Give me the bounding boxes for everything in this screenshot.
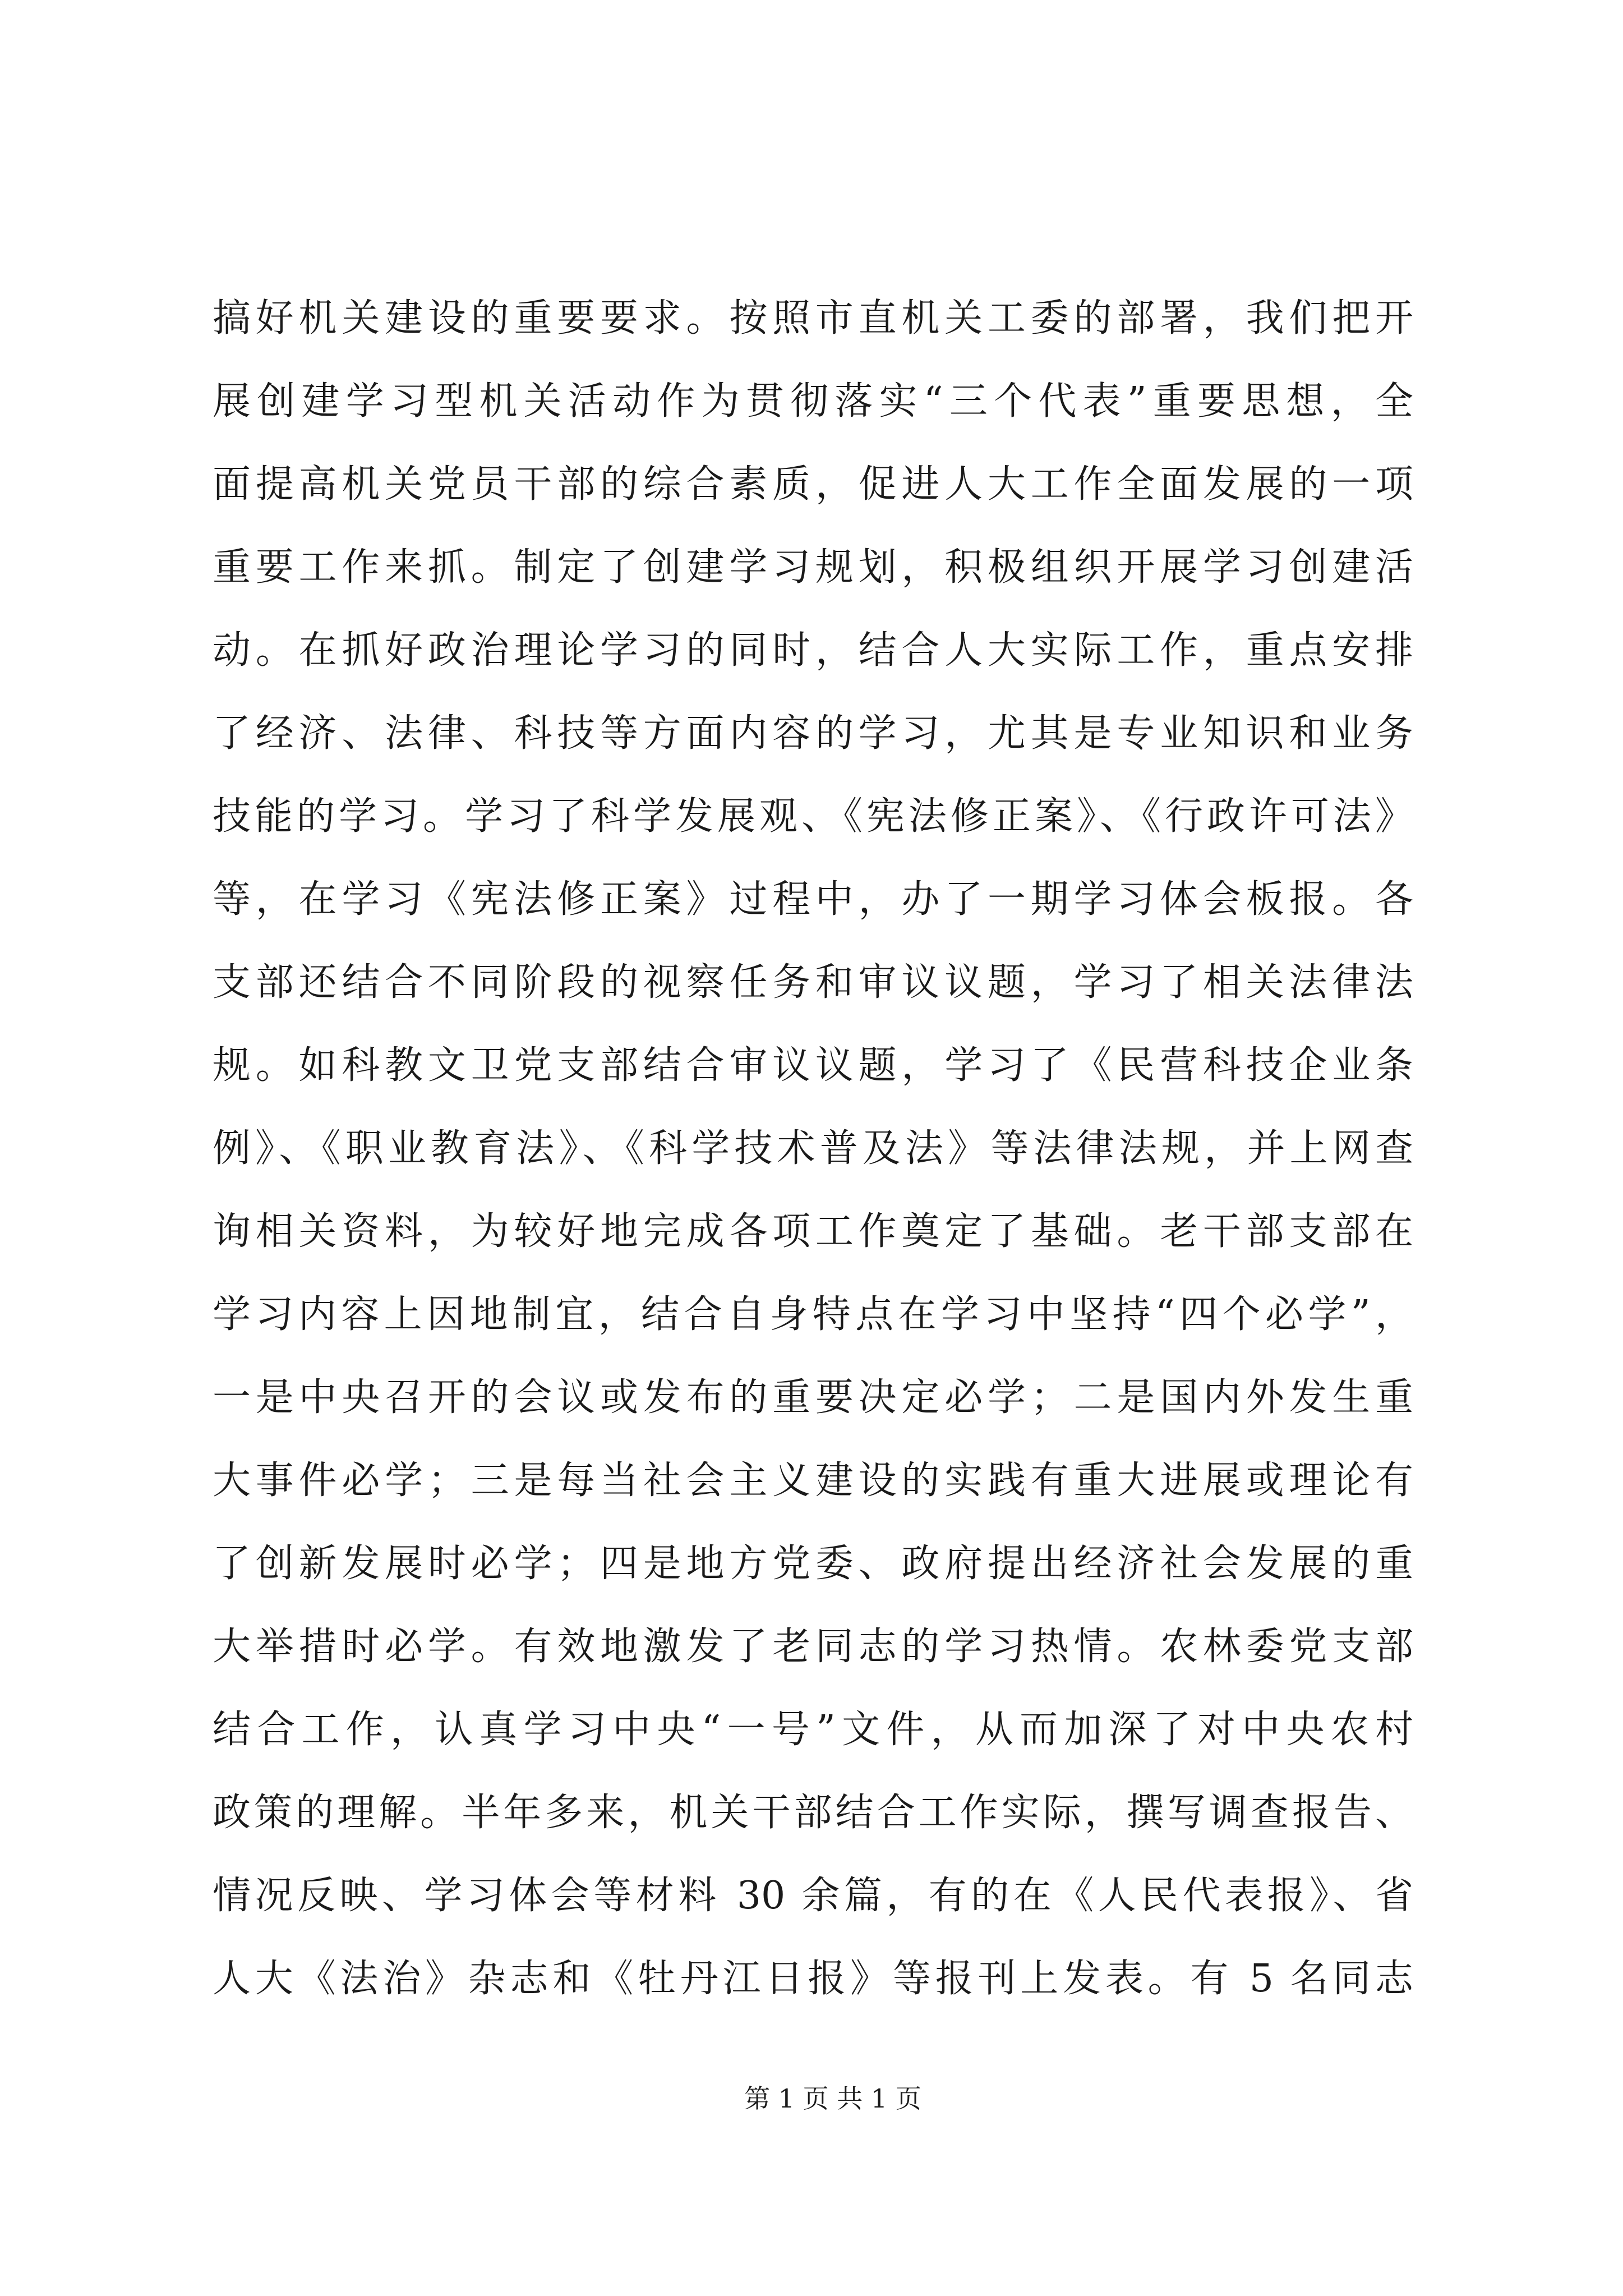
text-line: 大事件必学；三是每当社会主义建设的实践有重大进展或理论有 xyxy=(213,1458,1413,1503)
text-line: 面提高机关党员干部的综合素质，促进人大工作全面发展的一项 xyxy=(213,462,1413,507)
text-line: 搞好机关建设的重要要求。按照市直机关工委的部署，我们把开 xyxy=(213,296,1413,341)
text-line: 人大《法治》杂志和《牡丹江日报》等报刊上发表。有 5 名同志 xyxy=(213,1957,1413,2001)
text-line: 技能的学习。学习了科学发展观、《宪法修正案》、《行政许可法》 xyxy=(213,794,1413,839)
text-line: 大举措时必学。有效地激发了老同志的学习热情。农林委党支部 xyxy=(213,1625,1413,1669)
text-line: 了经济、法律、科技等方面内容的学习，尤其是专业知识和业务 xyxy=(213,711,1413,756)
text-line: 情况反映、学习体会等材料 30 余篇，有的在《人民代表报》、省 xyxy=(213,1874,1413,1918)
body-text xyxy=(213,277,1413,2021)
text-line: 学习内容上因地制宜，结合自身特点在学习中坚持“四个必学”， xyxy=(213,1292,1413,1337)
text-line: 结合工作，认真学习中央“一号”文件，从而加深了对中央农村 xyxy=(213,1708,1413,1752)
text-line: 规。如科教文卫党支部结合审议议题，学习了《民营科技企业条 xyxy=(213,1043,1413,1088)
text-line: 等，在学习《宪法修正案》过程中，办了一期学习体会板报。各 xyxy=(213,877,1413,922)
text-line: 动。在抓好政治理论学习的同时，结合人大实际工作，重点安排 xyxy=(213,628,1413,673)
text-line: 一是中央召开的会议或发布的重要决定必学；二是国内外发生重 xyxy=(213,1375,1413,1420)
text-line: 支部还结合不同阶段的视察任务和审议议题，学习了相关法律法 xyxy=(213,960,1413,1005)
text-line: 了创新发展时必学；四是地方党委、政府提出经济社会发展的重 xyxy=(213,1542,1413,1586)
text-line: 政策的理解。半年多来，机关干部结合工作实际，撰写调查报告、 xyxy=(213,1791,1413,1835)
text-line: 询相关资料，为较好地完成各项工作奠定了基础。老干部支部在 xyxy=(213,1209,1413,1254)
text-line: 展创建学习型机关活动作为贯彻落实“三个代表”重要思想，全 xyxy=(213,379,1413,424)
text-line: 重要工作来抓。制定了创建学习规划，积极组织开展学习创建活 xyxy=(213,545,1413,590)
text-line: 例》、《职业教育法》、《科学技术普及法》等法律法规，并上网查 xyxy=(213,1126,1413,1171)
page-footer: 第 1 页 共 1 页 xyxy=(744,2083,921,2114)
